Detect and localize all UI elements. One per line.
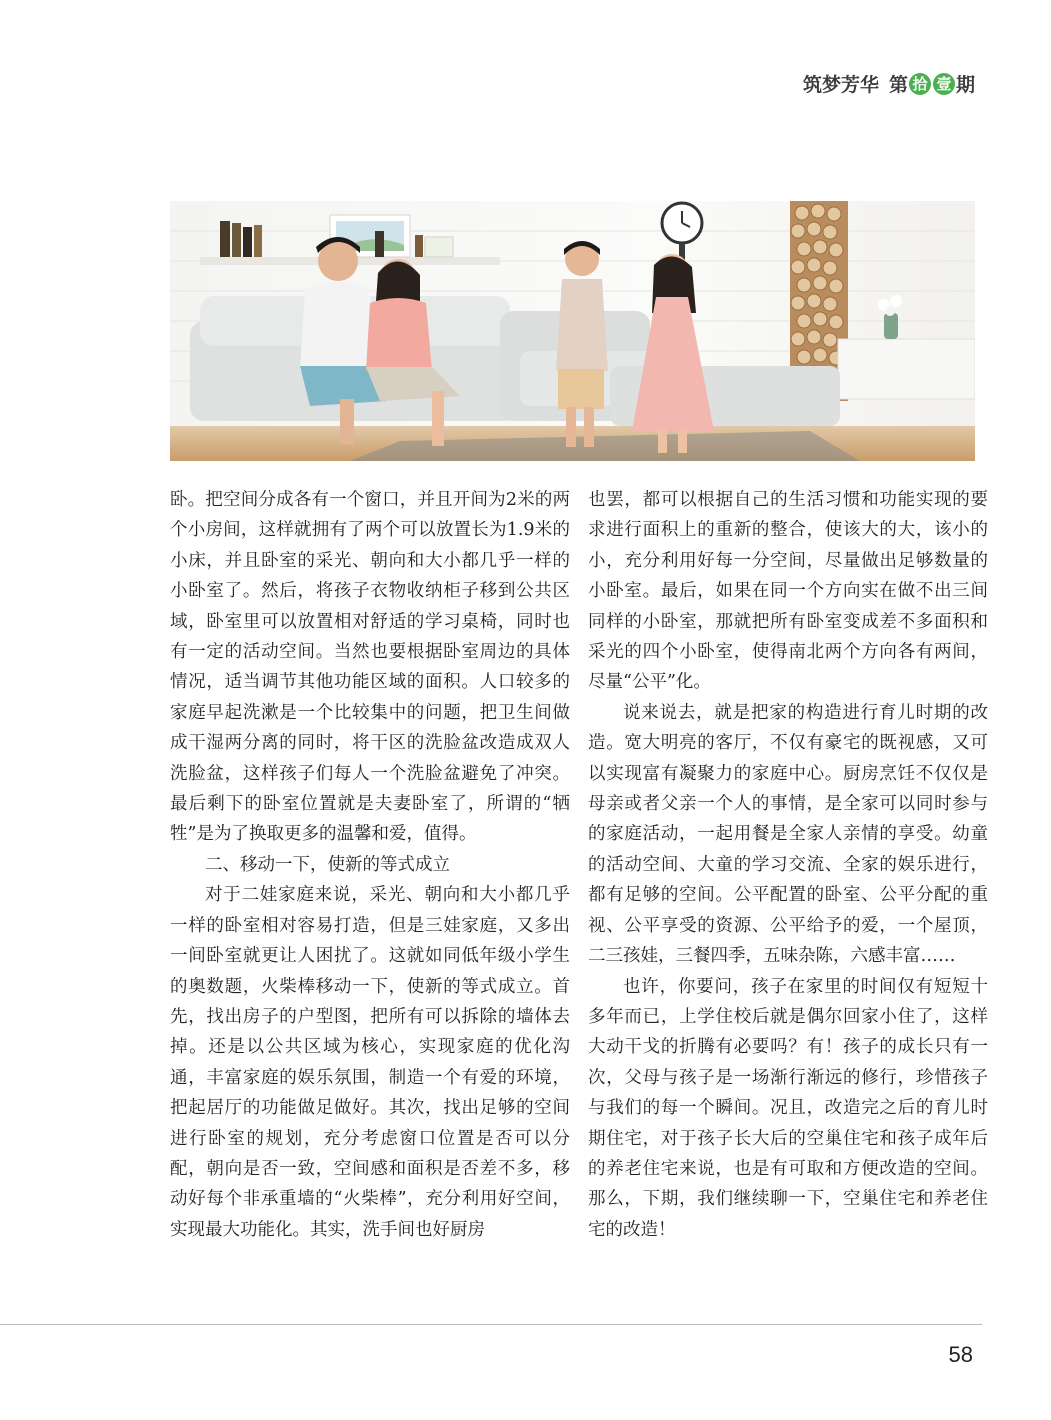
footer-rule <box>0 1324 982 1325</box>
paragraph: 对于二娃家庭来说，采光、朝向和大小都几乎一样的卧室相对容易打造，但是三娃家庭，又多出一间卧室就更让人困扰了。这就如同低年级小学生的奥数题，火柴棒移动一下，使新的等式成立。首先，找出房子的户型图，把所有可以拆除的墙体去掉。还是以公共区域为核心，实现家庭的优化沟通，丰富家庭的娱乐氛围，制造一个有爱的环境，把起居厅的功能做足做好。其次，找出足够的空间进行卧室的规划，充分考虑窗口位置是否可以分配，朝向是否一致，空间感和面积是否差不多，移动好每个非承重墙的“火柴棒”，充分利用好空间，实现最大功能化。其实，洗手间也好厨房 <box>170 885 570 1240</box>
section-heading: 二、移动一下，使新的等式成立 <box>205 854 450 875</box>
issue-suffix: 期 <box>955 74 975 96</box>
running-header <box>803 70 975 97</box>
magazine-title: 筑梦芳华 <box>802 74 879 96</box>
issue-label <box>889 70 975 97</box>
issue-prefix: 第 <box>888 74 908 96</box>
right-text-column <box>588 485 988 1245</box>
paragraph: 说来说去，就是把家的构造进行育儿时期的改造。宽大明亮的客厅，不仅有豪宅的既视感，又可以实现富有凝聚力的家庭中心。厨房烹饪不仅仅是母亲或者父亲一个人的事情，是全家可以同时参与的家庭活动，一起用餐是全家人亲情的享受。幼童的活动空间、大童的学习交流、全家的娱乐进行，都有足够的空间。公平配置的卧室、公平分配的重视、公平享受的资源、公平给予的爱，一个屋顶，二三孩娃，三餐四季，五味杂陈，六感丰富…… <box>588 702 988 967</box>
left-text-column <box>170 485 570 1245</box>
paragraph: 也罢，都可以根据自己的生活习惯和功能实现的要求进行面积上的重新的整合，使该大的大，该小的小，充分利用好每一分空间，尽量做出足够数量的小卧室。最后，如果在同一个方向实在做不出三间同样的小卧室，那就把所有卧室变成差不多面积和采光的四个小卧室，使得南北两个方向各有两间，尽量“公平”化。 <box>588 490 988 693</box>
issue-char-badge-2: 壹 <box>933 73 955 95</box>
issue-char-badge-1: 拾 <box>909 73 931 95</box>
family-living-room-photo <box>170 201 975 461</box>
paragraph: 也许，你要问，孩子在家里的时间仅有短短十多年而已，上学住校后就是偶尔回家小住了，这样大动干戈的折腾有必要吗？有！孩子的成长只有一次，父母与孩子是一场渐行渐远的修行，珍惜孩子与我们的每一个瞬间。况且，改造完之后的育儿时期住宅，对于孩子长大后的空巢住宅和孩子成年后的养老住宅来说，也是有可取和方便改造的空间。那么，下期，我们继续聊一下，空巢住宅和养老住宅的改造！ <box>588 976 988 1240</box>
page-number: 58 <box>948 1342 973 1367</box>
paragraph: 卧。把空间分成各有一个窗口，并且开间为2米的两个小房间，这样就拥有了两个可以放置长为1.9米的小床，并且卧室的采光、朝向和大小都几乎一样的小卧室了。然后，将孩子衣物收纳柜子移到公共区域，卧室里可以放置相对舒适的学习桌椅，同时也有一定的活动空间。当然也要根据卧室周边的具体情况，适当调节其他功能区域的面积。人口较多的家庭早起洗漱是一个比较集中的问题，把卫生间做成干湿两分离的同时，将干区的洗脸盆改造成双人洗脸盆，这样孩子们每人一个洗脸盆避免了冲突。最后剩下的卧室位置就是夫妻卧室了，所谓的“牺牲”是为了换取更多的温馨和爱，值得。 <box>170 490 570 845</box>
